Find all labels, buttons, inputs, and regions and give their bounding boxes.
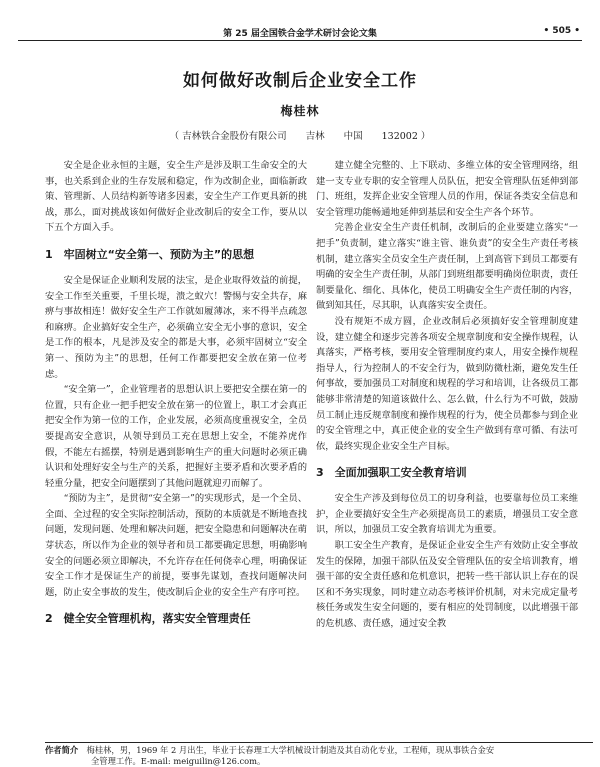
author-footnote (45, 742, 593, 767)
section-3-paragraph-2: 职工安全生产教育，是保证企业安全生产有效防止安全事故发生的保障，加强干部队伍及安全管理队伍的安全培训教育，增强干部的安全责任感和危机意识，把转一些干部认识上存在的误区和不务实现象，同时建立动态考核评价机制，对未完成定量考核任务或发生安全问题的，要有相应的处罚制度，以此增强干部的危机感、责任感，通过安全教 (316, 540, 578, 630)
section-3-paragraph-1: 安全生产涉及到每位员工的切身利益，也要靠每位员工来维护，企业要搞好安全生产必须提高员工的素质，增强员工安全意识，所以，加强员工安全教育培训尤为重要。 (316, 493, 578, 536)
section-3-heading: 3 全面加强职工安全教育培训 (316, 466, 467, 480)
section-1-paragraph-2: “安全第一”，企业管理者的思想认识上要把安全摆在第一的位置，只有企业一把手把安全放在第一的位置上，职工才会真正把安全作为第一位的工作，企业发展，必须高度重视安全，全员要提高安全意识，从领导到员工充在思想上安全，不能养虎作假，不能左右摇摆，特别是遇到影响生产的重大问题时必须正确认识和处理好安全与生产的关系，把握好主要矛盾和次要矛盾的轻重分量，把安全问题摆到了其他问题就迎刃而解了。 (45, 384, 307, 489)
author-name: 梅桂林 (280, 104, 320, 118)
section-2-heading: 2 健全安全管理机构，落实安全管理责任 (45, 612, 251, 626)
running-header (0, 0, 600, 39)
intro-paragraph: 安全是企业永恒的主题，安全生产是涉及职工生命安全的大事，也关系到企业的生存发展和稳定，作为改制企业，面临新政策、管理新、人员结构新等诸多因素，安全生产工作更具新的挑战，那么，面对挑战该如何做好企业改制后的安全工作，要从以下五个方面入手。 (45, 160, 307, 234)
header-rule (18, 40, 582, 41)
footnote-label: 作者简介 (45, 745, 79, 755)
section-2-paragraph-3: 没有规矩不成方圆，企业改制后必须搞好安全管理制度建设，建立健全和逐步完善各项安全规章制度和安全操作规程，认真落实，严格考核，要用安全管理制度约束人，用安全操作规程指导人，行为控制人的不安全行为，做到防微杜渐，避免发生任何事故，要加强员工对制度和规程的学习和培训，让各级员工都能够非常清楚的知道该做什么、怎么做，什么行为不可做，鼓励员工制止违反规章制度和操作规程的行为，使全员都参与到企业的安全管理之中，真正使企业的安全生产做到有章可循、有法可依，最终实现企业安全生产目标。 (316, 315, 578, 452)
footnote-line-1 (45, 745, 593, 756)
section-1-paragraph-3: “预防为主”，是贯彻“安全第一”的实现形式，是一个全员、全面、全过程的安全实际控制活动，预防的本质就是不断地查找问题，发现问题、处理和解决问题，把安全隐患和问题解决在萌芽状态，所以作为企业的领导者和员工都要确定思想，明确影响安全的问题必须立即解决，不允许存在任何侥幸心理，明确保证安全工作才是保证生产的前提，要事先谋划，查找问题解决问题，防止安全事故的发生，使改制后企业的安全生产有序可控。 (45, 493, 307, 598)
section-1-paragraph-1: 安全是保证企业顺利发展的法宝，是企业取得效益的前提，安全工作至关重要，千里长堤，溃之蚁穴！警惕与安全共存，麻痹与事故相连！做好安全生产工作就如履薄冰，来不得半点疏忽和麻痹。企业搞好安全生产，必须确立安全无小事的意识，安全是工作的根本，凡是涉及安全的都是大事，必须牢固树立“安全第一、预防为主”的思想，任何工作都要把安全放在第一位考虑。 (45, 274, 307, 380)
paper-title: 如何做好改制后企业安全工作 (183, 71, 417, 91)
footnote-line-2: 全管理工作。E-mail: meiguilin@126.com。 (91, 756, 266, 766)
page-number: • 505 • (543, 26, 580, 36)
conference-name: 第 25 届全国铁合金学术研讨会论文集 (223, 29, 377, 39)
section-2-paragraph-1: 建立健全完整的、上下联动、多维立体的安全管理网络，组建一支专业专职的安全管理人员队伍，把安全管理队伍延伸到部门、班组，发挥企业安全管理人员的作用，保证各类安全信息和安全管理功能畅通地延伸到基层和安全生产各个环节。 (316, 160, 578, 218)
section-1-heading: 1 牢固树立“安全第一、预防为主”的思想 (45, 247, 255, 261)
footnote-text-1: 梅桂林，男，1969 年 2 月出生，毕业于长春理工大学机械设计制造及其自动化专业，工程师，现从事铁合金安 (86, 745, 495, 755)
section-2-paragraph-2: 完善企业安全生产责任机制，改制后的企业要建立落实“一把手”负责制，建立落实“谁主管、谁负责”的安全生产责任考核机制，建立落实全员安全生产责任制，上到高管下到员工都要有明确的安全生产责任制，从部门到班组都要明确岗位职责，责任制要量化、细化、具体化，使员工明确安全生产责任制的内容，做到知其任，尽其职，认真落实安全责任。 (316, 222, 578, 312)
author-affiliation: （ 吉林铁合金股份有限公司 吉林 中国 132002 ） (169, 131, 431, 142)
right-column (316, 158, 578, 632)
left-column (45, 158, 307, 637)
